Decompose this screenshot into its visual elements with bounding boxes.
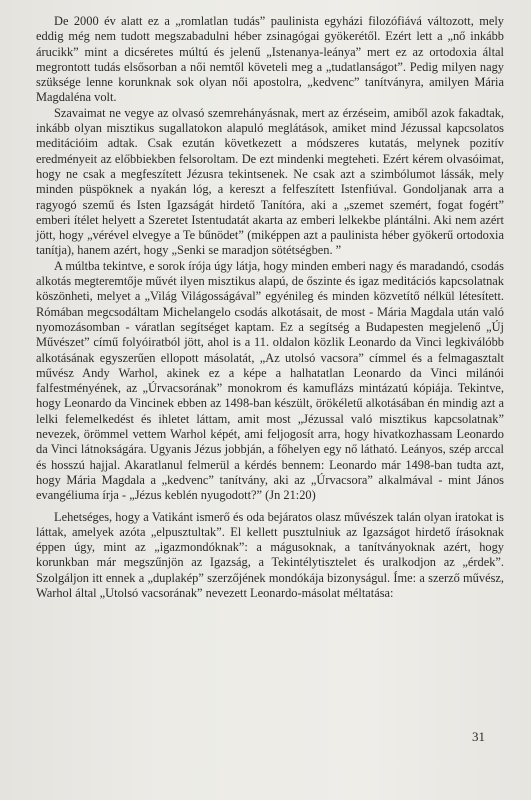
page-number: 31 <box>472 729 485 744</box>
paragraph: A múltba tekintve, e sorok írója úgy látja, hogy minden emberi nagy és maradandó, csodás alkotás megteremtője művét ilyen misztikus alapú, de őszinte és igaz meditációs kapcsolatnak köszönheti, melyet a „Világ Világosságával” egyénileg és minden közvetítő nélkül létesített. Rómában megcsodáltam Michelangelo csodás alkotásait, de most - Mária Magdala után való nyomozásomban - váratlan segítséget kaptam. Ez a segítség a Budapesten megjelenő „Új Művészet” című folyóiratból jött, ahol is a 11. oldalon közlik Leonardo da Vinci legkiválóbb alkotásának egyszerűen ellopott másolatát, „Az utolsó vacsora” címmel és a felmagasztalt művész Andy Warhol, akinek ez a képe a halhatatlan Leonardo da Vinci milánói falfestményének, az „Úrvacsorának” monokrom és kamuflázs mintázatú kópiája. Tekintve, hogy Leonardo da Vincinek ebben az 1498-ban készült, örökéletű alkotásában én mindig azt a lelki felemelkedést és ihletet láttam, amit most „Jézussal való misztikus kapcsolatnak” nevezek, örömmel vettem Warhol képét, ami feljogosít arra, hogy hivatkozhassam Leonardo da Vinci látnokságára. Ugyanis Jézus jobbján, a főhelyen egy nő látható. Leányos, szép arccal és hosszú hajjal. Akaratlanul felmerül a kérdés bennem: Leonardo már 1498-ban tudta azt, hogy Mária Magdala a „kedvenc” tanítvány, aki az „Úrvacsora” alkalmával - mint János evangéliuma írja - „Jézus keblén nyugodott?” (Jn 21:20) <box>36 258 504 503</box>
body-text <box>36 14 504 601</box>
paragraph: De 2000 év alatt ez a „romlatlan tudás” paulinista egyházi filozófiává változott, mely eddig még nem tudott megszabadulni héber zsinagógai gyökerétől. Ezért lett a „nő inkább árucikk” mint a dicséretes múltú és jelenű „Istenanya-leánya” mert ez az ortodoxia által megrontott tudás elsősorban a női nemtől követeli meg a „tudatlanságot”. Pedig milyen nagy szüksége lenne korunknak sok olyan női apostolra, „kedvenc” tanítványra, amilyen Mária Magdaléna volt. <box>36 14 504 105</box>
paragraph: Szavaimat ne vegye az olvasó szemrehányásnak, mert az érzéseim, amiből azok fakadtak, inkább olyan misztikus sugallatokon alapuló meglátások, amiket mind Jézussal kapcsolatos meditációim adtak. Csak ezután következett a módszeres kutatás, melynek pozitív eredményeit az előbbiekben felsoroltam. De ezt mindenki megteheti. Ezért kérem olvasóimat, hogy ne csak a megfeszített Jézusra tekintsenek. Ne csak azt a szimbólumot lássák, mely minden püspöknek a nyakán lóg, a kereszt a felfeszített Istenfiúval. Gondoljanak arra a ragyogó szemű és Isten Igazságát hirdető Tanítóra, aki a „szemet szemért, fogat fogért” emberi ítélet helyett a Szeretet Istentudatát akarta az emberi lelkekbe plántálni. Aki nem azért jött, hogy „vérével elvegye a Te bűnödet” (miképpen azt a paulinista héber gyökerű ortodoxia tanítja), hanem azért, hogy „Senki se maradjon sötétségben. ” <box>36 105 504 258</box>
paragraph: Lehetséges, hogy a Vatikánt ismerő és oda bejáratos olasz művészek talán olyan iratokat is láttak, amelyek azóta „elpusztultak”. El kellett pusztulniuk az Igazságot hirdető írásoknak éppen úgy, mint az „igazmondóknak”: a mágusoknak, a tanítványoknak azért, hogy korunkban már megszűnjön az Igazság, a Tekintélytisztelet és uralkodjon az „érdek”. Szolgáljon itt ennek a „duplakép” szerzőjének mondókája bizonyságul. Íme: a szerző művész, Warhol által „Utolsó vacsorának” nevezett Leonardo-másolat méltatása: <box>36 509 504 600</box>
